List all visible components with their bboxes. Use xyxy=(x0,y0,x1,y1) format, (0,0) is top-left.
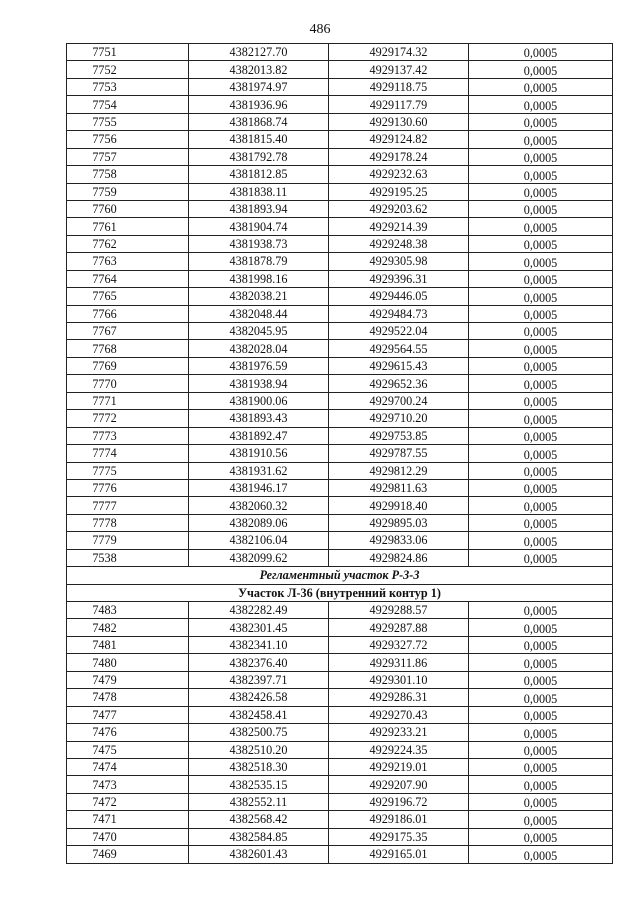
accuracy-cell: 0,0005 xyxy=(469,636,613,653)
x-coordinate-cell: 4382106.04 xyxy=(189,532,329,549)
x-coordinate-cell: 4382376.40 xyxy=(189,654,329,671)
table-row xyxy=(67,549,613,566)
accuracy-cell: 0,0005 xyxy=(469,532,613,549)
x-coordinate-cell: 4381936.96 xyxy=(189,96,329,113)
x-coordinate-cell: 4382510.20 xyxy=(189,741,329,758)
x-coordinate-cell: 4382282.49 xyxy=(189,602,329,619)
accuracy-cell: 0,0005 xyxy=(469,148,613,165)
point-number-cell: 7474 xyxy=(67,758,189,775)
table-row xyxy=(67,61,613,78)
x-coordinate-cell: 4382535.15 xyxy=(189,776,329,793)
accuracy-cell: 0,0005 xyxy=(469,113,613,130)
table-row xyxy=(67,166,613,183)
table-row xyxy=(67,340,613,357)
accuracy-cell: 0,0005 xyxy=(469,462,613,479)
table-row xyxy=(67,235,613,252)
accuracy-cell: 0,0005 xyxy=(469,619,613,636)
accuracy-cell: 0,0005 xyxy=(469,44,613,61)
y-coordinate-cell: 4929233.21 xyxy=(329,724,469,741)
y-coordinate-cell: 4929124.82 xyxy=(329,131,469,148)
accuracy-cell: 0,0005 xyxy=(469,305,613,322)
y-coordinate-cell: 4929824.86 xyxy=(329,549,469,566)
x-coordinate-cell: 4382500.75 xyxy=(189,724,329,741)
y-coordinate-cell: 4929327.72 xyxy=(329,636,469,653)
y-coordinate-cell: 4929396.31 xyxy=(329,270,469,287)
table-row xyxy=(67,148,613,165)
table-row xyxy=(67,619,613,636)
x-coordinate-cell: 4381974.97 xyxy=(189,78,329,95)
table-row xyxy=(67,305,613,322)
x-coordinate-cell: 4381938.94 xyxy=(189,375,329,392)
x-coordinate-cell: 4382013.82 xyxy=(189,61,329,78)
accuracy-cell: 0,0005 xyxy=(469,288,613,305)
y-coordinate-cell: 4929812.29 xyxy=(329,462,469,479)
y-coordinate-cell: 4929214.39 xyxy=(329,218,469,235)
y-coordinate-cell: 4929787.55 xyxy=(329,445,469,462)
x-coordinate-cell: 4381998.16 xyxy=(189,270,329,287)
y-coordinate-cell: 4929287.88 xyxy=(329,619,469,636)
x-coordinate-cell: 4382552.11 xyxy=(189,793,329,810)
y-coordinate-cell: 4929753.85 xyxy=(329,427,469,444)
point-number-cell: 7751 xyxy=(67,44,189,61)
x-coordinate-cell: 4382028.04 xyxy=(189,340,329,357)
x-coordinate-cell: 4381812.85 xyxy=(189,166,329,183)
table-row xyxy=(67,410,613,427)
x-coordinate-cell: 4382601.43 xyxy=(189,846,329,863)
x-coordinate-cell: 4382301.45 xyxy=(189,619,329,636)
x-coordinate-cell: 4381838.11 xyxy=(189,183,329,200)
x-coordinate-cell: 4381946.17 xyxy=(189,479,329,496)
point-number-cell: 7754 xyxy=(67,96,189,113)
table-row xyxy=(67,479,613,496)
table-row xyxy=(67,828,613,845)
y-coordinate-cell: 4929811.63 xyxy=(329,479,469,496)
point-number-cell: 7777 xyxy=(67,497,189,514)
x-coordinate-cell: 4382397.71 xyxy=(189,671,329,688)
table-row xyxy=(67,218,613,235)
accuracy-cell: 0,0005 xyxy=(469,445,613,462)
x-coordinate-cell: 4382045.95 xyxy=(189,323,329,340)
y-coordinate-cell: 4929165.01 xyxy=(329,846,469,863)
table-row xyxy=(67,131,613,148)
point-number-cell: 7779 xyxy=(67,532,189,549)
table-row xyxy=(67,724,613,741)
point-number-cell: 7760 xyxy=(67,200,189,217)
point-number-cell: 7778 xyxy=(67,514,189,531)
point-number-cell: 7477 xyxy=(67,706,189,723)
page-number: 486 xyxy=(309,22,331,37)
y-coordinate-cell: 4929564.55 xyxy=(329,340,469,357)
x-coordinate-cell: 4382060.32 xyxy=(189,497,329,514)
point-number-cell: 7763 xyxy=(67,253,189,270)
y-coordinate-cell: 4929219.01 xyxy=(329,758,469,775)
x-coordinate-cell: 4382568.42 xyxy=(189,811,329,828)
x-coordinate-cell: 4381892.47 xyxy=(189,427,329,444)
point-number-cell: 7483 xyxy=(67,602,189,619)
point-number-cell: 7538 xyxy=(67,549,189,566)
table-row xyxy=(67,689,613,706)
table-row xyxy=(67,706,613,723)
y-coordinate-cell: 4929522.04 xyxy=(329,323,469,340)
accuracy-cell: 0,0005 xyxy=(469,166,613,183)
accuracy-cell: 0,0005 xyxy=(469,200,613,217)
table-row xyxy=(67,357,613,374)
y-coordinate-cell: 4929137.42 xyxy=(329,61,469,78)
accuracy-cell: 0,0005 xyxy=(469,323,613,340)
y-coordinate-cell: 4929918.40 xyxy=(329,497,469,514)
accuracy-cell: 0,0005 xyxy=(469,96,613,113)
y-coordinate-cell: 4929196.72 xyxy=(329,793,469,810)
accuracy-cell: 0,0005 xyxy=(469,793,613,810)
x-coordinate-cell: 4381792.78 xyxy=(189,148,329,165)
x-coordinate-cell: 4381938.73 xyxy=(189,235,329,252)
x-coordinate-cell: 4381900.06 xyxy=(189,392,329,409)
point-number-cell: 7479 xyxy=(67,671,189,688)
x-coordinate-cell: 4382099.62 xyxy=(189,549,329,566)
table-row xyxy=(67,200,613,217)
point-number-cell: 7765 xyxy=(67,288,189,305)
table-row xyxy=(67,741,613,758)
accuracy-cell: 0,0005 xyxy=(469,497,613,514)
x-coordinate-cell: 4381910.56 xyxy=(189,445,329,462)
accuracy-cell: 0,0005 xyxy=(469,375,613,392)
accuracy-cell: 0,0005 xyxy=(469,724,613,741)
coordinates-table xyxy=(66,43,613,864)
y-coordinate-cell: 4929895.03 xyxy=(329,514,469,531)
x-coordinate-cell: 4381893.43 xyxy=(189,410,329,427)
section-headers xyxy=(67,567,613,602)
point-number-cell: 7772 xyxy=(67,410,189,427)
table-row xyxy=(67,445,613,462)
accuracy-cell: 0,0005 xyxy=(469,776,613,793)
table-row xyxy=(67,288,613,305)
table-row xyxy=(67,602,613,619)
accuracy-cell: 0,0005 xyxy=(469,549,613,566)
y-coordinate-cell: 4929130.60 xyxy=(329,113,469,130)
point-number-cell: 7766 xyxy=(67,305,189,322)
accuracy-cell: 0,0005 xyxy=(469,340,613,357)
point-number-cell: 7481 xyxy=(67,636,189,653)
accuracy-cell: 0,0005 xyxy=(469,758,613,775)
table-row xyxy=(67,532,613,549)
x-coordinate-cell: 4382038.21 xyxy=(189,288,329,305)
accuracy-cell: 0,0005 xyxy=(469,253,613,270)
y-coordinate-cell: 4929224.35 xyxy=(329,741,469,758)
point-number-cell: 7773 xyxy=(67,427,189,444)
x-coordinate-cell: 4382048.44 xyxy=(189,305,329,322)
accuracy-cell: 0,0005 xyxy=(469,828,613,845)
x-coordinate-cell: 4381878.79 xyxy=(189,253,329,270)
accuracy-cell: 0,0005 xyxy=(469,235,613,252)
y-coordinate-cell: 4929700.24 xyxy=(329,392,469,409)
y-coordinate-cell: 4929446.05 xyxy=(329,288,469,305)
y-coordinate-cell: 4929484.73 xyxy=(329,305,469,322)
y-coordinate-cell: 4929305.98 xyxy=(329,253,469,270)
point-number-cell: 7476 xyxy=(67,724,189,741)
point-number-cell: 7755 xyxy=(67,113,189,130)
point-number-cell: 7770 xyxy=(67,375,189,392)
table-row xyxy=(67,375,613,392)
table-row xyxy=(67,636,613,653)
y-coordinate-cell: 4929232.63 xyxy=(329,166,469,183)
table-row xyxy=(67,462,613,479)
y-coordinate-cell: 4929286.31 xyxy=(329,689,469,706)
point-number-cell: 7774 xyxy=(67,445,189,462)
accuracy-cell: 0,0005 xyxy=(469,427,613,444)
y-coordinate-cell: 4929288.57 xyxy=(329,602,469,619)
accuracy-cell: 0,0005 xyxy=(469,61,613,78)
x-coordinate-cell: 4382426.58 xyxy=(189,689,329,706)
accuracy-cell: 0,0005 xyxy=(469,689,613,706)
accuracy-cell: 0,0005 xyxy=(469,741,613,758)
x-coordinate-cell: 4381931.62 xyxy=(189,462,329,479)
accuracy-cell: 0,0005 xyxy=(469,514,613,531)
accuracy-cell: 0,0005 xyxy=(469,410,613,427)
accuracy-cell: 0,0005 xyxy=(469,602,613,619)
y-coordinate-cell: 4929652.36 xyxy=(329,375,469,392)
table-row xyxy=(67,776,613,793)
x-coordinate-cell: 4382458.41 xyxy=(189,706,329,723)
table-row xyxy=(67,654,613,671)
y-coordinate-cell: 4929175.35 xyxy=(329,828,469,845)
point-number-cell: 7475 xyxy=(67,741,189,758)
x-coordinate-cell: 4382341.10 xyxy=(189,636,329,653)
x-coordinate-cell: 4381815.40 xyxy=(189,131,329,148)
point-number-cell: 7775 xyxy=(67,462,189,479)
point-number-cell: 7478 xyxy=(67,689,189,706)
table-row xyxy=(67,811,613,828)
point-number-cell: 7764 xyxy=(67,270,189,287)
point-number-cell: 7761 xyxy=(67,218,189,235)
table-row xyxy=(67,113,613,130)
table-row xyxy=(67,846,613,863)
accuracy-cell: 0,0005 xyxy=(469,357,613,374)
table-row xyxy=(67,44,613,61)
point-number-cell: 7757 xyxy=(67,148,189,165)
point-number-cell: 7753 xyxy=(67,78,189,95)
y-coordinate-cell: 4929248.38 xyxy=(329,235,469,252)
y-coordinate-cell: 4929615.43 xyxy=(329,357,469,374)
table-row xyxy=(67,497,613,514)
x-coordinate-cell: 4381976.59 xyxy=(189,357,329,374)
x-coordinate-cell: 4381893.94 xyxy=(189,200,329,217)
x-coordinate-cell: 4382089.06 xyxy=(189,514,329,531)
table-row xyxy=(67,793,613,810)
point-number-cell: 7470 xyxy=(67,828,189,845)
point-number-cell: 7756 xyxy=(67,131,189,148)
table-row xyxy=(67,253,613,270)
accuracy-cell: 0,0005 xyxy=(469,706,613,723)
table-row xyxy=(67,392,613,409)
y-coordinate-cell: 4929118.75 xyxy=(329,78,469,95)
x-coordinate-cell: 4381868.74 xyxy=(189,113,329,130)
y-coordinate-cell: 4929710.20 xyxy=(329,410,469,427)
point-number-cell: 7480 xyxy=(67,654,189,671)
point-number-cell: 7771 xyxy=(67,392,189,409)
accuracy-cell: 0,0005 xyxy=(469,846,613,863)
y-coordinate-cell: 4929178.24 xyxy=(329,148,469,165)
y-coordinate-cell: 4929117.79 xyxy=(329,96,469,113)
point-number-cell: 7482 xyxy=(67,619,189,636)
accuracy-cell: 0,0005 xyxy=(469,811,613,828)
point-number-cell: 7762 xyxy=(67,235,189,252)
table-row xyxy=(67,323,613,340)
accuracy-cell: 0,0005 xyxy=(469,479,613,496)
table-row xyxy=(67,758,613,775)
y-coordinate-cell: 4929270.43 xyxy=(329,706,469,723)
point-number-cell: 7472 xyxy=(67,793,189,810)
y-coordinate-cell: 4929833.06 xyxy=(329,532,469,549)
point-number-cell: 7759 xyxy=(67,183,189,200)
y-coordinate-cell: 4929186.01 xyxy=(329,811,469,828)
section-title: Регламентный участок Р-3-3 xyxy=(67,567,613,584)
coordinates-block-1 xyxy=(67,44,613,567)
accuracy-cell: 0,0005 xyxy=(469,183,613,200)
point-number-cell: 7758 xyxy=(67,166,189,183)
coordinates-block-2 xyxy=(67,602,613,864)
y-coordinate-cell: 4929174.32 xyxy=(329,44,469,61)
table-row xyxy=(67,183,613,200)
table-row xyxy=(67,671,613,688)
point-number-cell: 7769 xyxy=(67,357,189,374)
point-number-cell: 7752 xyxy=(67,61,189,78)
x-coordinate-cell: 4382584.85 xyxy=(189,828,329,845)
point-number-cell: 7469 xyxy=(67,846,189,863)
accuracy-cell: 0,0005 xyxy=(469,270,613,287)
point-number-cell: 7767 xyxy=(67,323,189,340)
table-row xyxy=(67,427,613,444)
y-coordinate-cell: 4929195.25 xyxy=(329,183,469,200)
x-coordinate-cell: 4381904.74 xyxy=(189,218,329,235)
accuracy-cell: 0,0005 xyxy=(469,131,613,148)
accuracy-cell: 0,0005 xyxy=(469,671,613,688)
point-number-cell: 7473 xyxy=(67,776,189,793)
table-row xyxy=(67,96,613,113)
subsection-title: Участок Л-36 (внутренний контур 1) xyxy=(67,584,613,601)
table-row xyxy=(67,514,613,531)
y-coordinate-cell: 4929207.90 xyxy=(329,776,469,793)
point-number-cell: 7471 xyxy=(67,811,189,828)
y-coordinate-cell: 4929301.10 xyxy=(329,671,469,688)
x-coordinate-cell: 4382127.70 xyxy=(189,44,329,61)
x-coordinate-cell: 4382518.30 xyxy=(189,758,329,775)
table-row xyxy=(67,78,613,95)
accuracy-cell: 0,0005 xyxy=(469,78,613,95)
section-row xyxy=(67,567,613,584)
point-number-cell: 7776 xyxy=(67,479,189,496)
accuracy-cell: 0,0005 xyxy=(469,218,613,235)
y-coordinate-cell: 4929203.62 xyxy=(329,200,469,217)
accuracy-cell: 0,0005 xyxy=(469,392,613,409)
point-number-cell: 7768 xyxy=(67,340,189,357)
accuracy-cell: 0,0005 xyxy=(469,654,613,671)
subsection-row xyxy=(67,584,613,601)
y-coordinate-cell: 4929311.86 xyxy=(329,654,469,671)
table-row xyxy=(67,270,613,287)
